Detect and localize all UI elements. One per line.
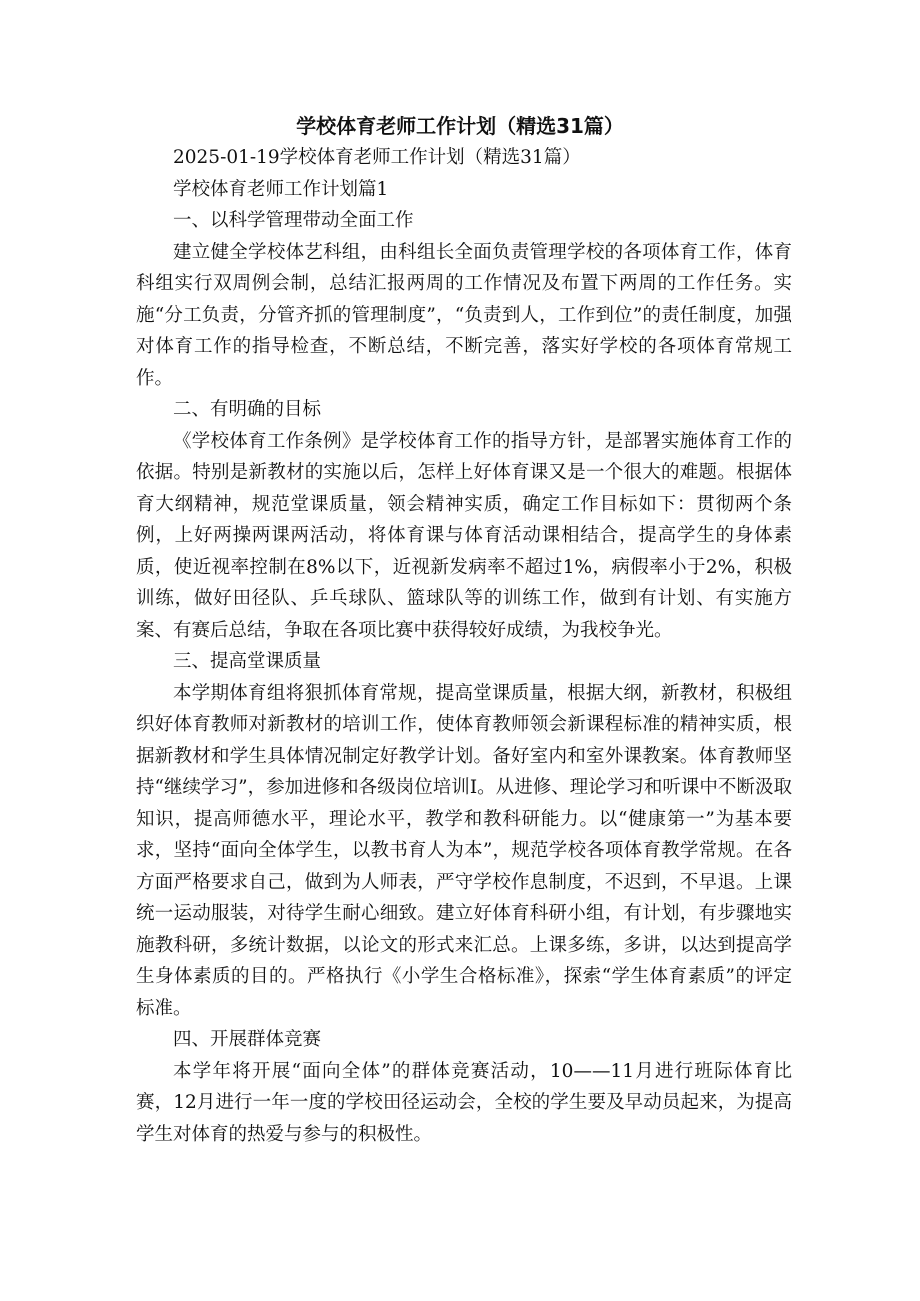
section-heading: 三、提高堂课质量 (173, 651, 322, 672)
body-paragraph: 建立健全学校体艺科组，由科组长全面负责管理学校的各项体育工作，体育科组实行双周例会制，总结汇报两周的工作情况及布置下两周的工作任务。实施“分工负责，分管齐抓的管理制度”，“负责到人，工作到位”的责任制度，加强对体育工作的指导检查，不断总结，不断完善，落实好学校的各项体育常规工作。 (136, 241, 792, 389)
body-paragraph: 《学校体育工作条例》是学校体育工作的指导方针，是部署实施体育工作的依据。特别是新教材的实施以后，怎样上好体育课又是一个很大的难题。根据体育大纲精神，规范堂课质量，领会精神实质，确定工作目标如下：贯彻两个条例，上好两操两课两活动，将体育课与体育活动课相结合，提高学生的身体素质，使近视率控制在8%以下，近视新发病率不超过1%，病假率小于2%，积极训练，做好田径队、乒乓球队、篮球队等的训练工作，做到有计划、有实施方案、有赛后总结，争取在各项比赛中获得较好成绩，为我校争光。 (136, 430, 792, 641)
article-heading: 学校体育老师工作计划篇1 (173, 178, 389, 200)
section-heading: 二、有明确的目标 (173, 399, 322, 420)
section-heading: 四、开展群体竞赛 (173, 1029, 322, 1050)
section-heading: 一、以科学管理带动全面工作 (173, 210, 414, 231)
date-line: 2025-01-19学校体育老师工作计划（精选31篇） (173, 147, 581, 168)
document-title: 学校体育老师工作计划（精选31篇） (296, 114, 624, 138)
body-paragraph: 本学期体育组将狠抓体育常规，提高堂课质量，根据大纲，新教材，积极组织好体育教师对新教材的培训工作，使体育教师领会新课程标准的精神实质，根据新教材和学生具体情况制定好教学计划。备好室内和室外课教案。体育教师坚持“继续学习”，参加进修和各级岗位培训Ⅰ。从进修、理论学习和听课中不断汲取知识，提高师德水平，理论水平，教学和教科研能力。以“健康第一”为基本要求，坚持“面向全体学生，以教书育人为本”，规范学校各项体育教学常规。在各方面严格要求自己，做到为人师表，严守学校作息制度，不迟到，不早退。上课统一运动服装，对待学生耐心细致。建立好体育科研小组，有计划，有步骤地实施教科研，多统计数据，以论文的形式来汇总。上课多练，多讲，以达到提高学生身体素质的目的。严格执行《小学生合格标准》，探索“学生体育素质”的评定标准。 (136, 682, 792, 1019)
document-body (136, 142, 792, 1150)
body-paragraph: 本学年将开展“面向全体”的群体竞赛活动，10——11月进行班际体育比赛，12月进行一年一度的学校田径运动会，全校的学生要及早动员起来，为提高学生对体育的热爱与参与的积极性。 (136, 1060, 792, 1145)
